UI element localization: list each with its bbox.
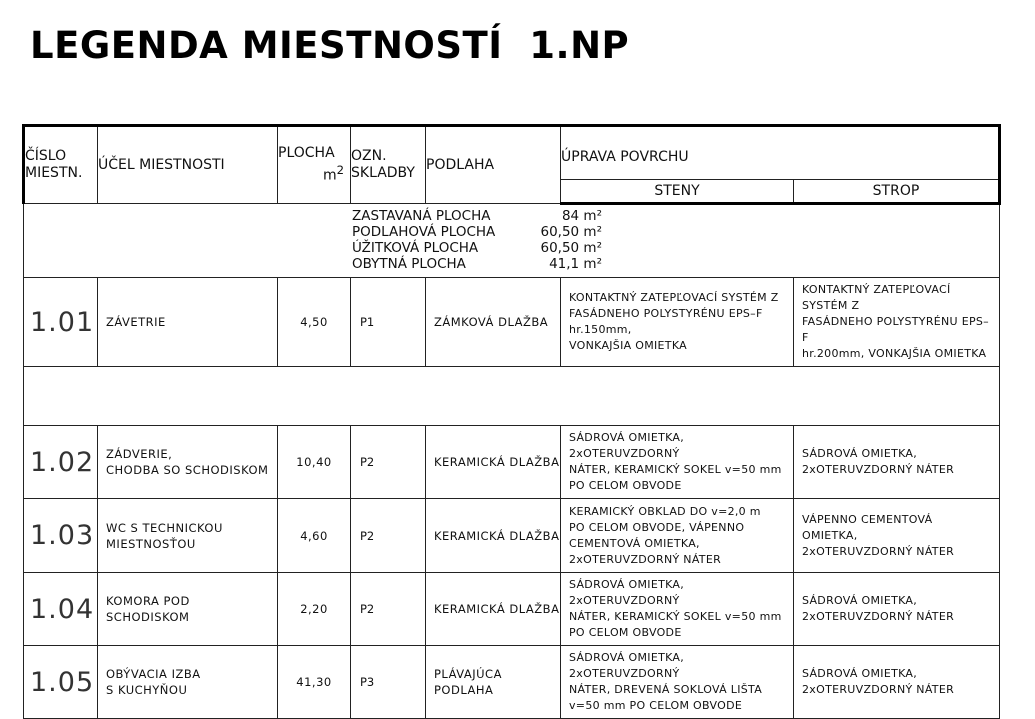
table-row [24, 426, 1000, 499]
room-ceiling: VÁPENNO CEMENTOVÁ OMIETKA, 2xOTERUVZDORNÝ NÁTER [794, 499, 1000, 573]
room-walls: SÁDROVÁ OMIETKA, 2xOTERUVZDORNÝ NÁTER, KERAMICKÝ SOKEL v=50 mm PO CELOM OBVODE [561, 426, 794, 499]
room-ceiling: KONTAKTNÝ ZATEPĽOVACÍ SYSTÉM Z FASÁDNEHO POLYSTYRÉNU EPS–F hr.200mm, VONKAJŠIA OMIETKA [794, 278, 1000, 367]
room-area: 4,50 [278, 278, 351, 367]
room-ceiling: SÁDROVÁ OMIETKA, 2xOTERUVZDORNÝ NÁTER [794, 426, 1000, 499]
room-area: 2,20 [278, 573, 351, 646]
room-purpose: OBÝVACIA IZBA S KUCHYŇOU [98, 646, 278, 719]
summary-line: ZASTAVANÁ PLOCHA 84 m² [352, 208, 602, 224]
room-purpose: WC S TECHNICKOU MIESTNOSŤOU [98, 499, 278, 573]
header-ceiling: STROP [794, 180, 1000, 204]
room-floor: KERAMICKÁ DLAŽBA [426, 426, 561, 499]
room-composition-code: P2 [351, 426, 426, 499]
header-room-no: ČÍSLO MIESTN. [24, 126, 98, 204]
room-ceiling: SÁDROVÁ OMIETKA, 2xOTERUVZDORNÝ NÁTER [794, 646, 1000, 719]
header-row [24, 126, 1000, 180]
table-row [24, 499, 1000, 573]
header-area: PLOCHA $m^2$ [278, 126, 351, 204]
room-floor: KERAMICKÁ DLAŽBA [426, 499, 561, 573]
room-number: 1.01 [24, 278, 98, 367]
room-purpose: KOMORA POD SCHODISKOM [98, 573, 278, 646]
summary-line: ÚŽITKOVÁ PLOCHA 60,50 m² [352, 240, 602, 256]
room-area: 41,30 [278, 646, 351, 719]
header-floor: PODLAHA [426, 126, 561, 204]
header-walls: STENY [561, 180, 794, 204]
room-composition-code: P3 [351, 646, 426, 719]
header-code: OZN. SKLADBY [351, 126, 426, 204]
area-summary [24, 204, 1000, 278]
table-row [24, 278, 1000, 367]
empty-row [24, 367, 1000, 426]
header-purpose: ÚČEL MIESTNOSTI [98, 126, 278, 204]
room-number: 1.02 [24, 426, 98, 499]
summary-row [24, 204, 1000, 278]
room-floor: KERAMICKÁ DLAŽBA [426, 573, 561, 646]
room-purpose: ZÁVETRIE [98, 278, 278, 367]
summary-line: PODLAHOVÁ PLOCHA 60,50 m² [352, 224, 602, 240]
room-number: 1.04 [24, 573, 98, 646]
empty-cell [24, 367, 1000, 426]
summary-line: OBYTNÁ PLOCHA 41,1 m² [352, 256, 602, 272]
room-composition-code: P1 [351, 278, 426, 367]
table-row [24, 573, 1000, 646]
room-number: 1.03 [24, 499, 98, 573]
room-purpose: ZÁDVERIE, CHODBA SO SCHODISKOM [98, 426, 278, 499]
room-walls: SÁDROVÁ OMIETKA, 2xOTERUVZDORNÝ NÁTER, DREVENÁ SOKLOVÁ LIŠTA v=50 mm PO CELOM OBVODE [561, 646, 794, 719]
room-legend-table [22, 124, 1001, 719]
room-floor: ZÁMKOVÁ DLAŽBA [426, 278, 561, 367]
room-walls: KERAMICKÝ OBKLAD DO v=2,0 m PO CELOM OBVODE, VÁPENNO CEMENTOVÁ OMIETKA, 2xOTERUVZDORNÝ NÁTER [561, 499, 794, 573]
room-composition-code: P2 [351, 499, 426, 573]
room-walls: KONTAKTNÝ ZATEPĽOVACÍ SYSTÉM Z FASÁDNEHO POLYSTYRÉNU EPS–F hr.150mm, VONKAJŠIA OMIETKA [561, 278, 794, 367]
room-ceiling: SÁDROVÁ OMIETKA, 2xOTERUVZDORNÝ NÁTER [794, 573, 1000, 646]
room-area: 10,40 [278, 426, 351, 499]
header-surface: ÚPRAVA POVRCHU [561, 126, 1000, 180]
room-walls: SÁDROVÁ OMIETKA, 2xOTERUVZDORNÝ NÁTER, KERAMICKÝ SOKEL v=50 mm PO CELOM OBVODE [561, 573, 794, 646]
page-title: LEGENDA MIESTNOSTÍ 1.NP [30, 24, 630, 67]
room-floor: PLÁVAJÚCA PODLAHA [426, 646, 561, 719]
room-number: 1.05 [24, 646, 98, 719]
room-composition-code: P2 [351, 573, 426, 646]
table-row [24, 646, 1000, 719]
room-area: 4,60 [278, 499, 351, 573]
